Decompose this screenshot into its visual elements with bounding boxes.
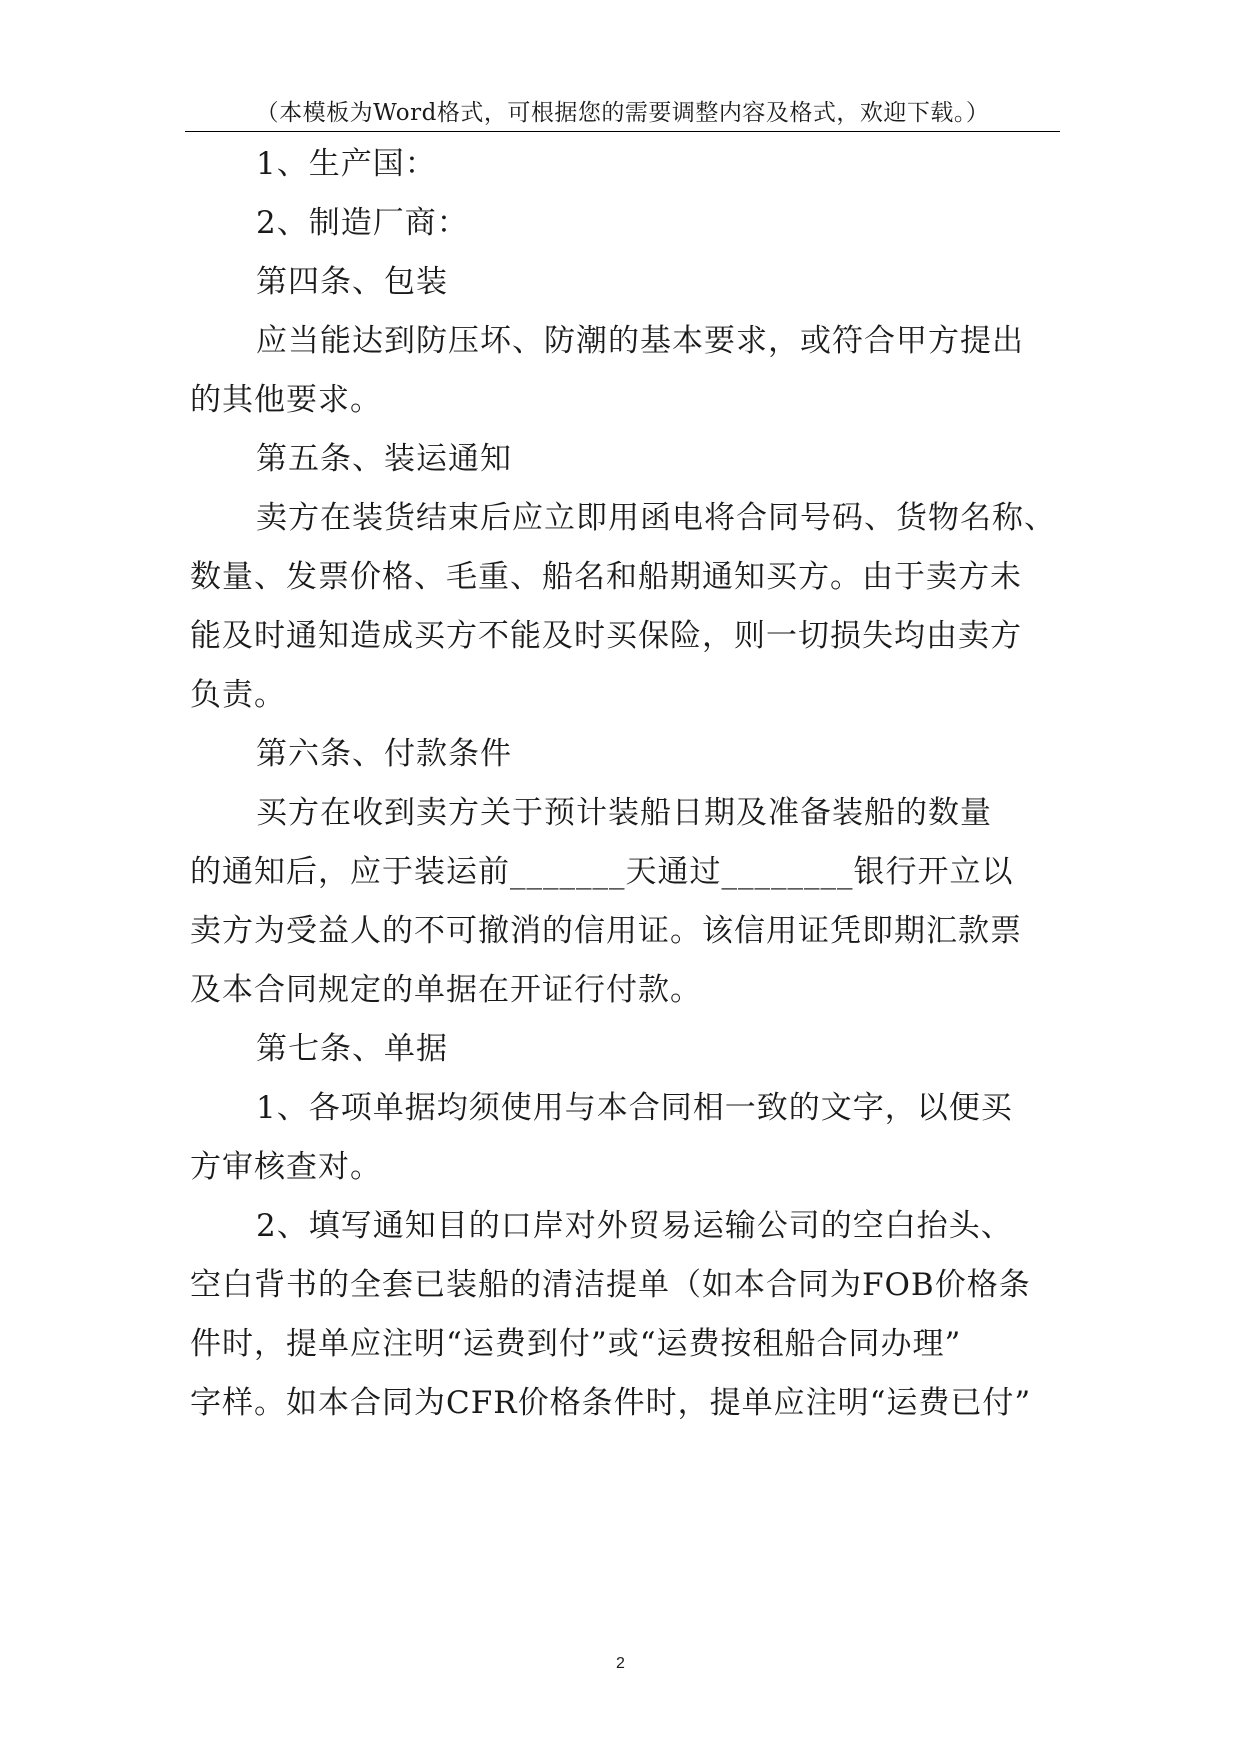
text-line: 1、生产国：: [256, 146, 437, 182]
text-line: 卖方在装货结束后应立即用函电将合同号码、货物名称、: [256, 500, 1056, 536]
section-heading: 第四条、包装: [256, 264, 448, 300]
text-line: 应当能达到防压坏、防潮的基本要求，或符合甲方提出: [256, 323, 1024, 359]
text-line: 2、填写通知目的口岸对外贸易运输公司的空白抬头、: [256, 1208, 1013, 1244]
text-line: 1、各项单据均须使用与本合同相一致的文字，以便买: [256, 1090, 1013, 1126]
text-line: 数量、发票价格、毛重、船名和船期通知买方。由于卖方未: [190, 559, 1022, 595]
text-line: 卖方为受益人的不可撤消的信用证。该信用证凭即期汇款票: [190, 913, 1022, 949]
text-line: 2、制造厂商：: [256, 205, 469, 241]
section-heading: 第七条、单据: [256, 1031, 448, 1067]
section-heading: 第六条、付款条件: [256, 736, 512, 772]
text-line: 字样。如本合同为CFR价格条件时，提单应注明“运费已付”: [190, 1385, 1032, 1421]
text-line: 的通知后，应于装运前_______天通过________银行开立以: [190, 854, 1014, 890]
section-heading: 第五条、装运通知: [256, 441, 512, 477]
text-line: 的其他要求。: [190, 382, 382, 418]
text-line: 能及时通知造成买方不能及时买保险，则一切损失均由卖方: [190, 618, 1022, 654]
header-divider: [185, 131, 1060, 132]
text-line: 件时，提单应注明“运费到付”或“运费按租船合同办理”: [190, 1326, 962, 1362]
text-line: 方审核查对。: [190, 1149, 382, 1185]
template-header-note: （本模板为Word格式，可根据您的需要调整内容及格式，欢迎下载。）: [255, 100, 990, 126]
text-line: 买方在收到卖方关于预计装船日期及准备装船的数量: [256, 795, 992, 831]
text-line: 及本合同规定的单据在开证行付款。: [190, 972, 702, 1008]
text-line: 空白背书的全套已装船的清洁提单（如本合同为FOB价格条: [190, 1267, 1031, 1303]
page-number: 2: [616, 1655, 625, 1672]
text-line: 负责。: [190, 677, 286, 713]
